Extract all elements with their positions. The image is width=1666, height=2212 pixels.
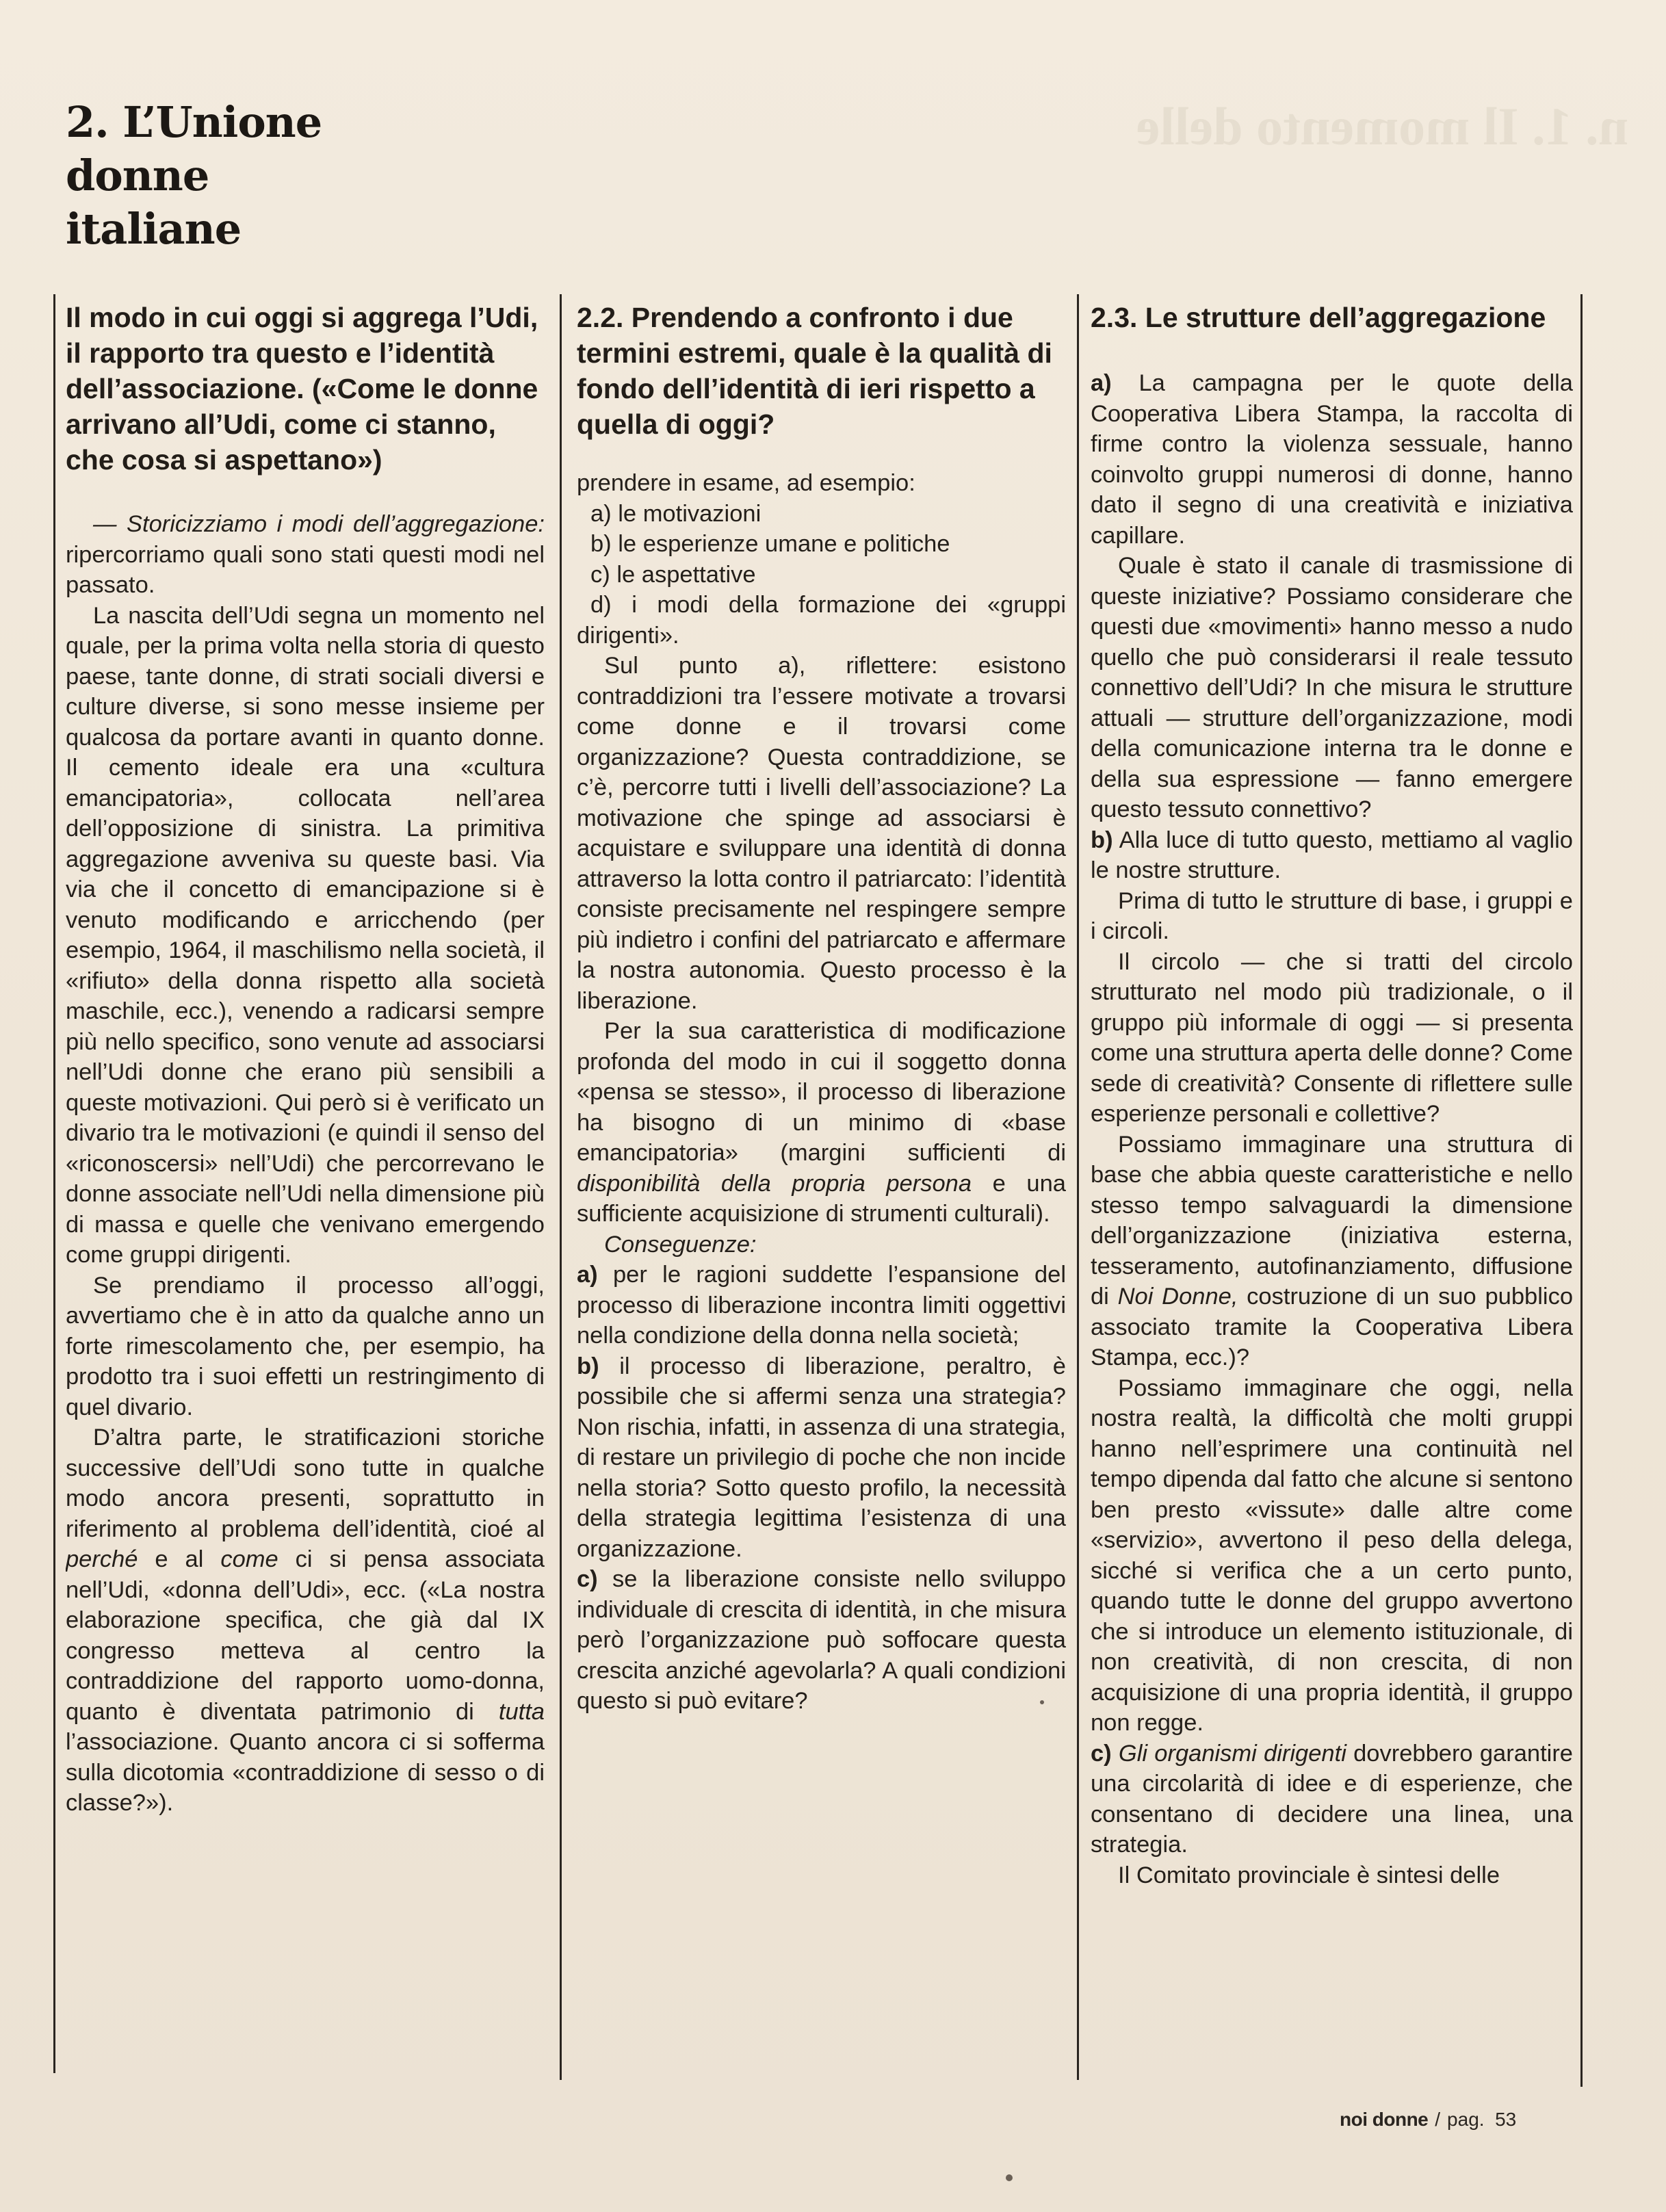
paragraph: Se prendiamo il processo all’oggi, avvertiamo che è in atto da qualche anno un forte rimescolamento che, per esempio, ha prodotto tra i suoi effetti un restringimento di quel divario. [66, 1272, 545, 1420]
column-3-heading: 2.3. Le strutture dell’aggregazione [1091, 302, 1546, 333]
paragraph-text: D’altra parte, le stratificazioni storiche successive dell’Udi sono tutte in qualche modo ancora presenti, soprattutto in riferimento al problema dell’identità, cioé al [66, 1424, 545, 1542]
page-title [66, 96, 322, 256]
list-item: d) i modi della formazione dei «gruppi dirigenti». [577, 592, 1066, 649]
show-through-text: n. 1. Il momento delle [1136, 96, 1628, 156]
column-rule-left [53, 294, 55, 2073]
column-2-body [577, 468, 1066, 1717]
paragraph [1091, 1130, 1573, 1373]
emphasis-text: Conseguenze: [604, 1231, 757, 1258]
page-footer [1340, 2109, 1516, 2131]
column-2-heading: 2.2. Prendendo a confronto i due termini estremi, quale è la qualità di fondo dell’identità di ieri rispetto a quella di oggi? [577, 302, 1052, 440]
emphasis-text: — Storicizziamo i modi dell’aggregazione: [93, 511, 545, 537]
list-item: b) le esperienze umane e politiche [590, 531, 950, 557]
page-number: 53 [1495, 2109, 1517, 2130]
print-speck [1006, 2174, 1013, 2181]
paragraph-text: e una sufficiente acquisizione di strumenti culturali). [577, 1170, 1066, 1227]
paragraph [66, 1422, 545, 1819]
column-rule-right [1580, 294, 1583, 2087]
list-item: a) le motivazioni [590, 500, 762, 527]
list-label: a) [577, 1262, 598, 1288]
paragraph-text: ci si pensa associata nell’Udi, «donna dell’Udi», ecc. («La nostra elaborazione specifica, che già dal IX congresso metteva al centro la contraddizione del rapporto uomo-donna, quanto è diventata patrimonio di [66, 1546, 545, 1725]
paragraph-text: il processo di liberazione, peraltro, è possibile che si affermi senza una strategia? Non rischia, infatti, in assenza di una strategia, di restare un privilegio di poche che non incide nella storia? Sotto questo profilo, la necessità della strategia legittima l’esistenza di una organizzazione. [577, 1353, 1066, 1562]
subheading [577, 1229, 1066, 1260]
paragraph-text: ripercorriamo quali sono stati questi modi nel passato. [66, 541, 545, 598]
list-label: c) [577, 1566, 598, 1592]
paragraph-text: La campagna per le quote della Cooperativa Libera Stampa, la raccolta di firme contro la violenza sessuale, hanno coinvolto gruppi numerosi di donne, hanno dato il segno di una creatività e iniziativa capillare. [1091, 370, 1573, 549]
paragraph: Il circolo — che si tratti del circolo strutturato nel modo più tradizionale, o il gruppo più informale di oggi — si presenta come una struttura aperta delle donne? Come sede di creatività? Consente di riflettere sulle esperienze personali e collettive? [1091, 948, 1573, 1127]
column-3 [1091, 300, 1573, 2120]
paragraph-text: e al [138, 1546, 221, 1572]
paragraph: Quale è stato il canale di trasmissione di queste iniziative? Possiamo considerare che questi due «movimenti» hanno messo a nudo quello che può considerarsi il reale tessuto connettivo dell’Udi? In che misura le strutture attuali — strutture dell’organizzazione, modi della comunicazione interna tra le donne e della sua espressione — fanno emergere questo tessuto connettivo? [1091, 553, 1573, 822]
paragraph-text: Alla luce di tutto questo, mettiamo al vaglio le nostre strutture. [1091, 827, 1573, 883]
paragraph: Possiamo immaginare che oggi, nella nostra realtà, la difficoltà che molti gruppi hanno nell’esprimere una continuità nel tempo dipenda dal fatto che alcune si sentono ben presto «vissute» dalle altre come «servizio», avvertono il peso della delega, sicché si verifica che a un certo punto, quando tutte le donne del gruppo avvertono che si introduce un elemento istituzionale, di non creatività, di non crescita, di non acquisizione di una propria identità, il gruppo non regge. [1091, 1375, 1573, 1736]
list-item: c) le aspettative [590, 561, 756, 588]
footer-separator: / [1435, 2109, 1441, 2130]
paragraph: La nascita dell’Udi segna un momento nel quale, per la prima volta nella storia di questo paese, tante donne, di strati sociali diversi e culture diverse, si sono messe insieme per qualcosa da portare avanti in quanto donne. Il cemento ideale era una «cultura emancipatoria», collocata nell’area dell’opposizione di sinistra. La primitiva aggregazione avveniva su queste basi. Via via che il concetto di emancipazione si è venuto modificando e arricchendo (per esempio, 1964, il maschilismo nella società, il «rifiuto» della donna rispetto alla società maschile, ecc.), venendo a radicarsi sempre più nello specifico, sono venute ad associarsi nell’Udi donne che erano più sensibili a queste motivazioni. Qui però si è verificato un divario tra le motivazioni (e quindi il senso del «riconoscersi» nell’Udi) che percorrevano le donne associate nell’Udi nella dimensione più di massa e quelle che venivano emergendo come gruppi dirigenti. [66, 602, 545, 1268]
list-label: c) [1091, 1740, 1112, 1767]
emphasis-text: Gli organismi dirigenti [1118, 1740, 1346, 1767]
print-speck [1040, 1700, 1044, 1704]
paragraph-text: dovrebbero garantire una circolarità di idee e di esperienze, che consentano di decidere una linea, una strategia. [1091, 1740, 1573, 1858]
list-label: a) [1091, 370, 1112, 396]
column-2 [577, 300, 1066, 2051]
paragraph-text: per le ragioni suddette l’espansione del processo di liberazione incontra limiti oggettivi nella condizione della donna nella società; [577, 1262, 1066, 1349]
column-3-body [1091, 368, 1573, 1890]
paragraph-text: Per la sua caratteristica di modificazione profonda del modo in cui il soggetto donna «pensa se stesso», il processo di liberazione ha bisogno di un minimo di «base emancipatoria» (margini sufficienti di [577, 1018, 1066, 1166]
paragraph: Sul punto a), riflettere: esistono contraddizioni tra l’essere motivate a trovarsi come donne e il trovarsi come organizzazione? Questa contraddizione, se c’è, percorre tutti i livelli dell’associazione? La motivazione che spinge ad associarsi è acquistare e sviluppare una identità di donna attraverso la lotta contro il patriarcato: l’identità consiste precisamente nel respingere sempre più indietro i confini del patriarcato e affermare la nostra autonomia. Questo processo è la liberazione. [577, 653, 1066, 1014]
column-rule-2 [1077, 294, 1079, 2080]
title-line-2: donne [66, 151, 209, 200]
paragraph-text: costruzione di un suo pubblico associato tramite la Cooperativa Libera Stampa, ecc.)? [1091, 1284, 1573, 1370]
paragraph [66, 509, 545, 601]
column-1-body [66, 509, 545, 1819]
paragraph: Il Comitato provinciale è sintesi delle [1118, 1862, 1500, 1888]
emphasis-text: come [220, 1546, 278, 1572]
title-line-3: italiane [66, 204, 242, 254]
list-item [1091, 368, 1573, 551]
paragraph: Prima di tutto le strutture di base, i gruppi e i circoli. [1091, 887, 1573, 944]
magazine-logo: noi donne [1340, 2109, 1429, 2130]
emphasis-text: Noi Donne, [1117, 1284, 1238, 1310]
list-label: b) [577, 1353, 599, 1379]
emphasis-text: disponibilità della propria persona [577, 1170, 972, 1197]
paragraph-text: Possiamo immaginare una struttura di base che abbia queste caratteristiche e nello stesso tempo salvaguardi la dimensione dell’organizzazione (iniziativa esterna, tesseramento, autofinanziamento, diffusione di [1091, 1131, 1573, 1310]
list-item [1091, 1739, 1573, 1860]
emphasis-text: tutta [498, 1698, 545, 1725]
paragraph-text: se la liberazione consiste nello sviluppo individuale di crescita di identità, in che misura però l’organizzazione può soffocare questa crescita anziché agevolarla? A quali condizioni questo si può evitare? [577, 1566, 1066, 1714]
column-rule-1 [560, 294, 562, 2080]
title-line-1: 2. L’Unione [66, 97, 322, 147]
list-item [577, 1260, 1066, 1351]
emphasis-text: perché [66, 1546, 138, 1572]
column-1 [66, 300, 545, 2120]
list-item [1091, 825, 1573, 886]
list-item [577, 1564, 1066, 1717]
paragraph: prendere in esame, ad esempio: [577, 470, 915, 496]
list-label: b) [1091, 827, 1113, 853]
paragraph [577, 1016, 1066, 1229]
list-item [577, 1351, 1066, 1565]
page-label: pag. [1447, 2109, 1485, 2130]
paragraph-text: l’associazione. Quanto ancora ci si sofferma sulla dicotomia «contraddizione di sesso o di classe?»). [66, 1729, 545, 1816]
column-1-heading: Il modo in cui oggi si aggrega l’Udi, il rapporto tra questo e l’identità dell’associazione. («Come le donne arrivano all’Udi, come ci stanno, che cosa si aspettano») [66, 302, 538, 476]
